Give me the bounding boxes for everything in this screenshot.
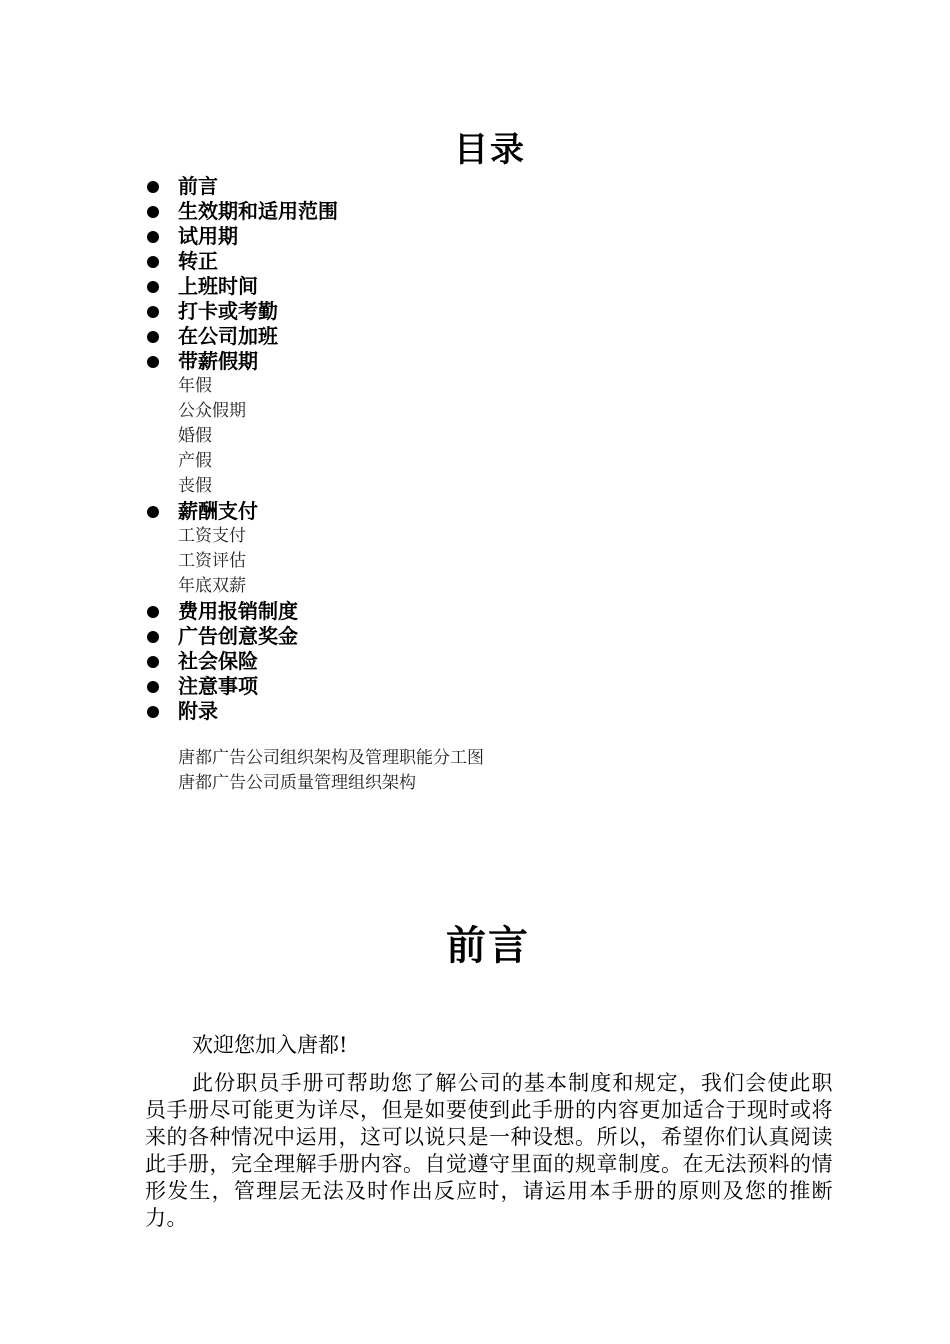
bullet-icon bbox=[147, 306, 159, 318]
toc-title: 目录 bbox=[454, 130, 526, 170]
toc-item-working-hours bbox=[143, 274, 643, 299]
toc-item-label: 薪酬支付 bbox=[178, 499, 258, 523]
bullet-icon bbox=[147, 206, 159, 218]
toc-subitem-label: 工资支付 bbox=[178, 526, 246, 546]
appendix-list bbox=[178, 746, 484, 796]
toc-item-overtime bbox=[143, 324, 643, 349]
toc-item-label: 前言 bbox=[178, 174, 218, 198]
toc-item-creative-bonus bbox=[143, 624, 643, 649]
toc-item-probation bbox=[143, 224, 643, 249]
toc-item-label: 注意事项 bbox=[178, 674, 258, 698]
toc-subitem bbox=[143, 449, 643, 474]
toc-item-label: 带薪假期 bbox=[178, 349, 258, 373]
toc-item-label: 附录 bbox=[178, 699, 218, 723]
toc-item-label: 费用报销制度 bbox=[178, 599, 298, 623]
bullet-icon bbox=[147, 606, 159, 618]
bullet-icon bbox=[147, 281, 159, 293]
toc-subitem-label: 婚假 bbox=[178, 426, 212, 446]
toc-item-label: 在公司加班 bbox=[178, 324, 278, 348]
bullet-icon bbox=[147, 681, 159, 693]
toc-item-preface bbox=[143, 174, 643, 199]
toc-subitem bbox=[143, 374, 643, 399]
bullet-icon bbox=[147, 631, 159, 643]
toc-item-label: 上班时间 bbox=[178, 274, 258, 298]
toc-item-social-insurance bbox=[143, 649, 643, 674]
toc-subitem-label: 公众假期 bbox=[178, 401, 246, 421]
appendix-item: 唐都广告公司组织架构及管理职能分工图 bbox=[178, 748, 484, 768]
toc-item-confirmation bbox=[143, 249, 643, 274]
preface-body-paragraph: 此份职员手册可帮助您了解公司的基本制度和规定，我们会使此职员手册尽可能更为详尽，但是如要使到此手册的内容更加适合于现时或将来的各种情况中运用，这可以说只是一种设想。所以，希望你们认真阅读此手册，完全理解手册内容。自觉遵守里面的规章制度。在无法预料的情形发生，管理层无法及时作出反应时，请运用本手册的原则及您的推断力。 bbox=[145, 1071, 833, 1230]
toc-subitem bbox=[143, 549, 643, 574]
toc-item-paid-leave bbox=[143, 349, 643, 374]
toc-subitem bbox=[143, 524, 643, 549]
toc-subitem bbox=[143, 474, 643, 499]
toc-item-pay bbox=[143, 499, 643, 524]
appendix-item: 唐都广告公司质量管理组织架构 bbox=[178, 773, 416, 793]
toc-item-label: 广告创意奖金 bbox=[178, 624, 298, 648]
toc-subitem bbox=[143, 399, 643, 424]
toc-subitem bbox=[143, 574, 643, 599]
toc-subitem-label: 工资评估 bbox=[178, 551, 246, 571]
bullet-icon bbox=[147, 256, 159, 268]
toc-item-label: 试用期 bbox=[178, 224, 238, 248]
toc-item-label: 打卡或考勤 bbox=[178, 299, 278, 323]
bullet-icon bbox=[147, 506, 159, 518]
toc-item-label: 转正 bbox=[178, 249, 218, 273]
toc-item-label: 社会保险 bbox=[178, 649, 258, 673]
toc-item-label: 生效期和适用范围 bbox=[178, 199, 338, 223]
toc-list bbox=[143, 174, 643, 724]
toc-item-attendance bbox=[143, 299, 643, 324]
bullet-icon bbox=[147, 656, 159, 668]
toc-subitem-label: 产假 bbox=[178, 451, 212, 471]
toc-item-appendix bbox=[143, 699, 643, 724]
preface-title: 前言 bbox=[446, 922, 530, 969]
toc-item-effective-period bbox=[143, 199, 643, 224]
bullet-icon bbox=[147, 706, 159, 718]
bullet-icon bbox=[147, 231, 159, 243]
toc-subitem-label: 年底双薪 bbox=[178, 576, 246, 596]
bullet-icon bbox=[147, 356, 159, 368]
toc-subitem bbox=[143, 424, 643, 449]
toc-item-notes bbox=[143, 674, 643, 699]
bullet-icon bbox=[147, 181, 159, 193]
toc-item-reimbursement bbox=[143, 599, 643, 624]
toc-subitem-label: 年假 bbox=[178, 376, 212, 396]
toc-subitem-label: 丧假 bbox=[178, 476, 212, 496]
welcome-text: 欢迎您加入唐都! bbox=[192, 1033, 348, 1057]
bullet-icon bbox=[147, 331, 159, 343]
